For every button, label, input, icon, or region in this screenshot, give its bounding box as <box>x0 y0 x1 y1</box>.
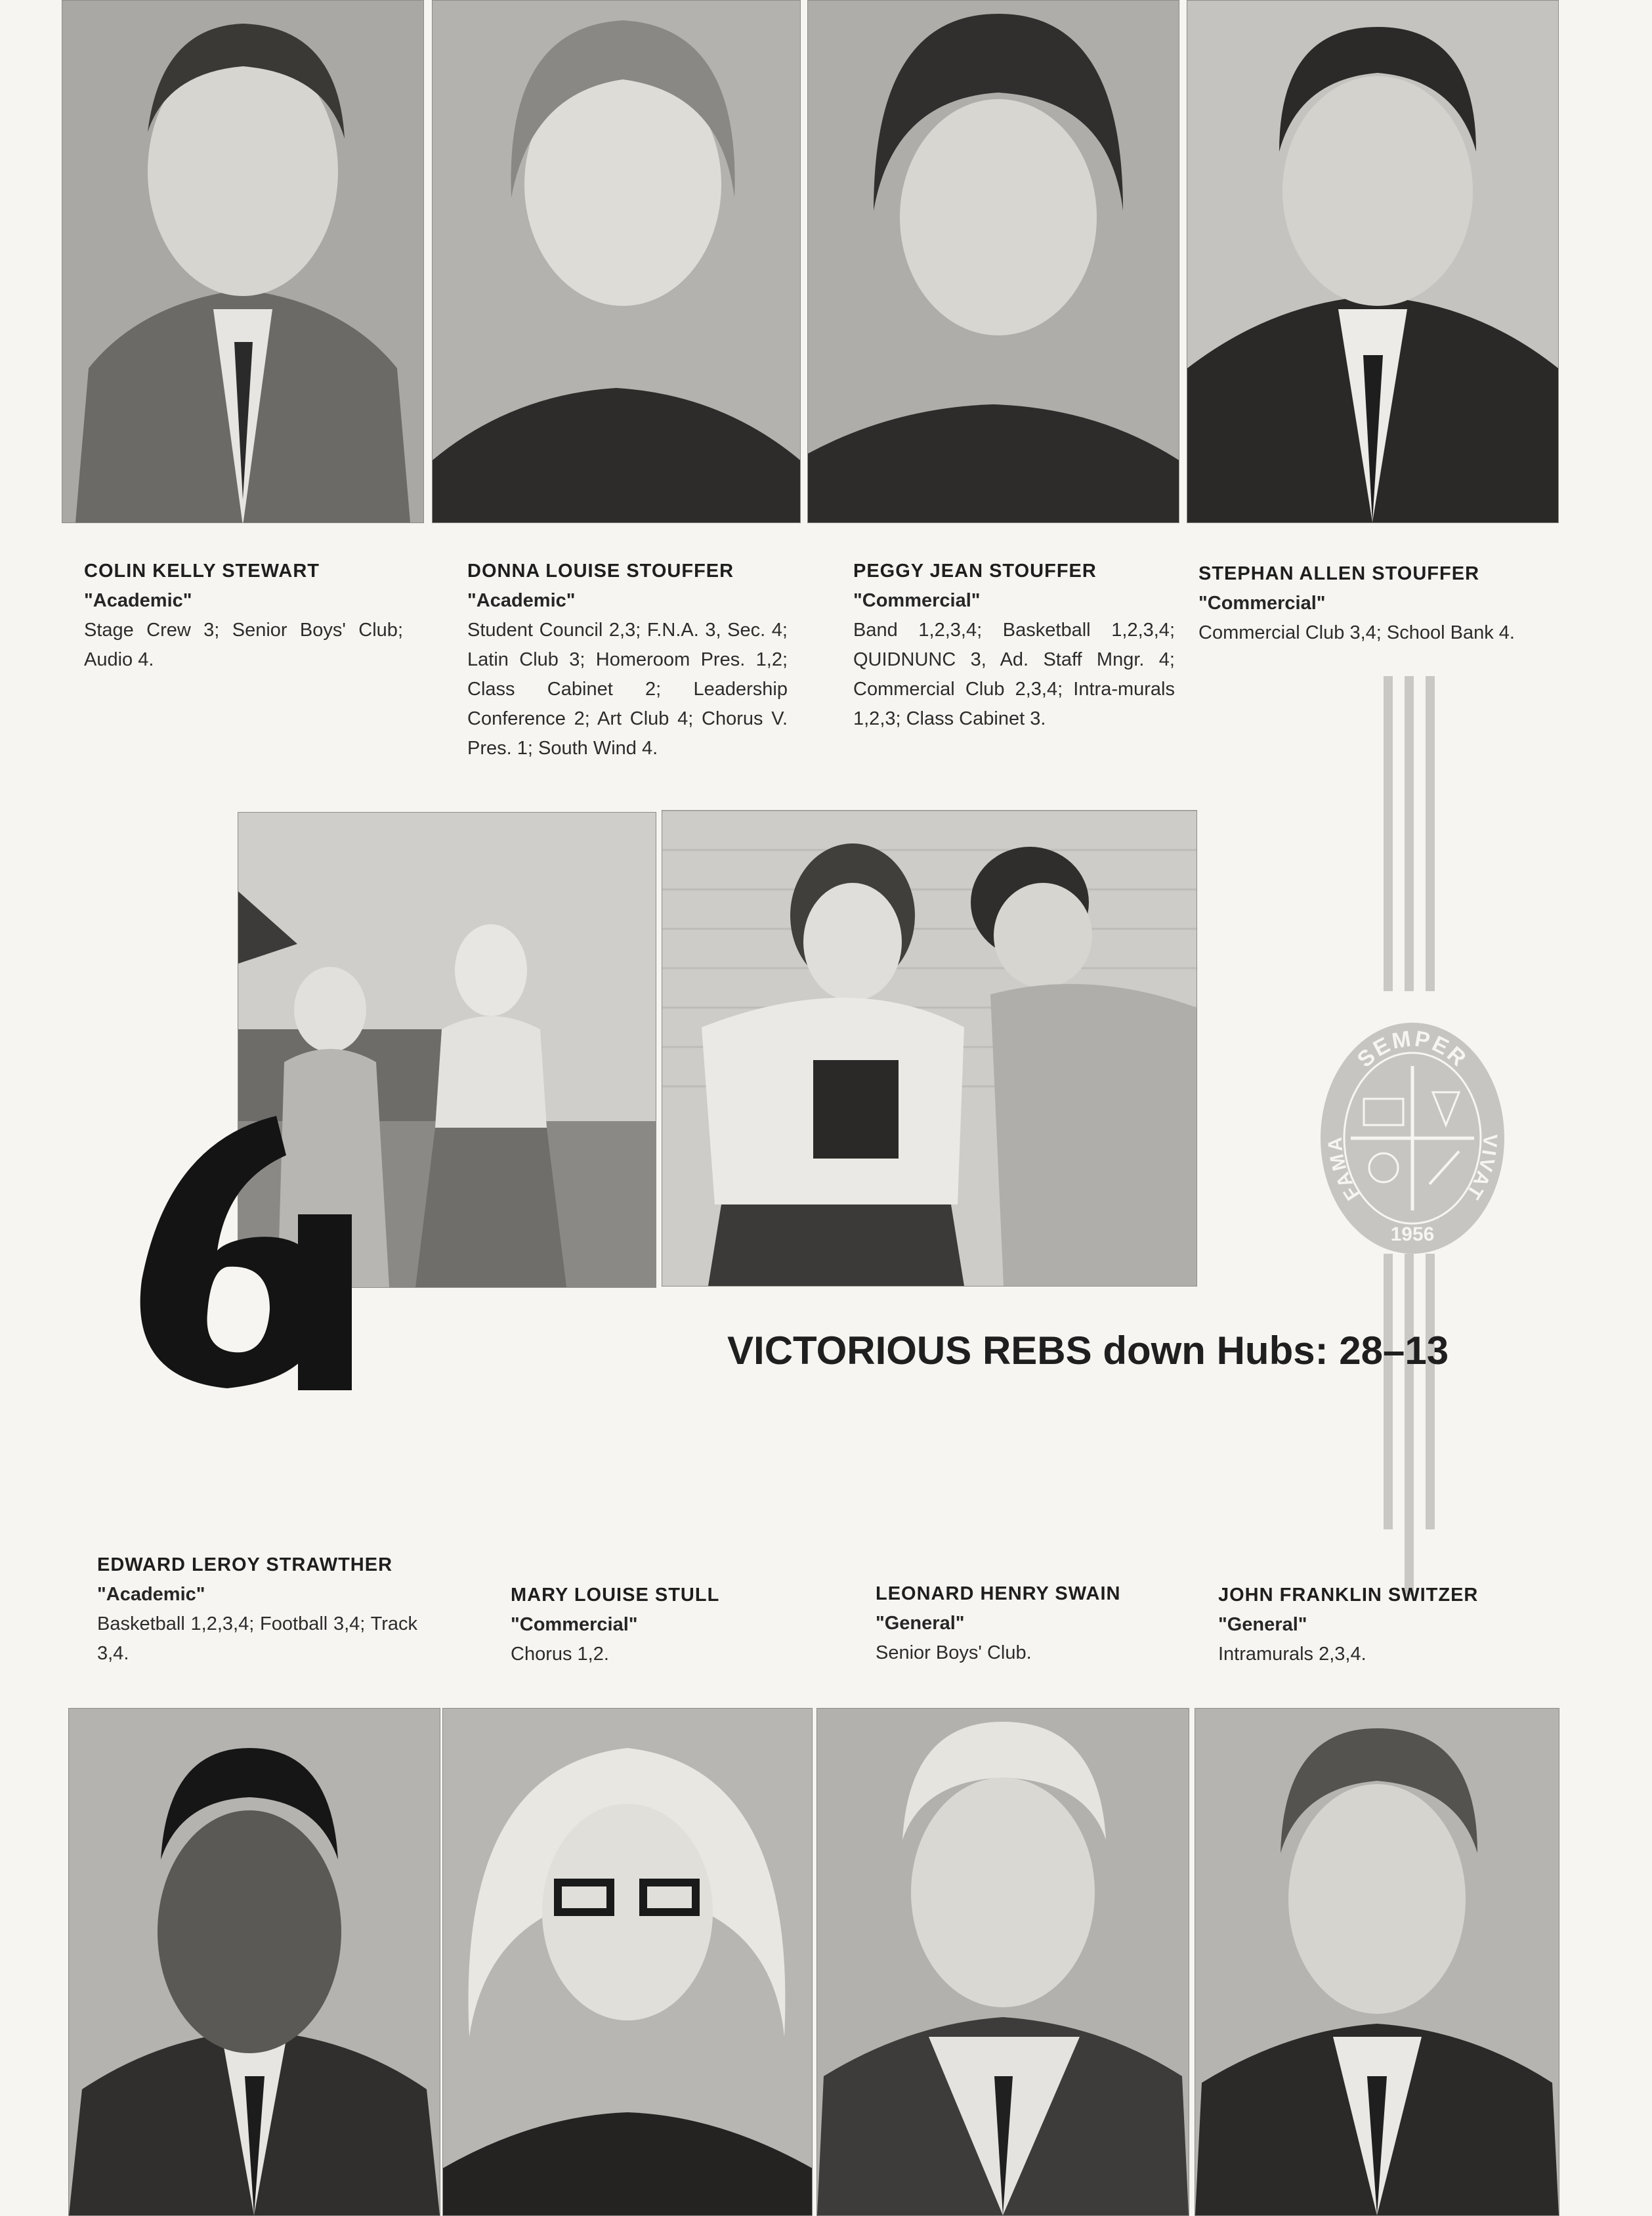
student-activities: Basketball 1,2,3,4; Football 3,4; Track 3,4. <box>97 1613 417 1664</box>
decorative-stripe <box>1384 676 1393 991</box>
student-caption <box>511 1581 799 1669</box>
decorative-stripe <box>1384 1254 1393 1529</box>
student-activities: Intramurals 2,3,4. <box>1218 1644 1366 1665</box>
student-caption <box>467 557 788 763</box>
student-name: JOHN FRANKLIN SWITZER <box>1218 1585 1479 1606</box>
seal-year: 1956 <box>1390 1224 1435 1245</box>
student-activities: Commercial Club 3,4; School Bank 4. <box>1198 622 1515 643</box>
student-name: MARY LOUISE STULL <box>511 1585 720 1606</box>
decorative-stripe <box>1426 1254 1435 1529</box>
student-activities: Senior Boys' Club. <box>876 1642 1032 1663</box>
class-year-graphic <box>129 1116 358 1392</box>
student-name: DONNA LOUISE STOUFFER <box>467 561 734 582</box>
student-name: EDWARD LEROY STRAWTHER <box>97 1554 393 1575</box>
seal-motto-left: FAMA <box>1324 1134 1365 1204</box>
student-name: COLIN KELLY STEWART <box>84 561 320 582</box>
student-name: LEONARD HENRY SWAIN <box>876 1583 1121 1604</box>
portrait-photo <box>1195 1708 1559 2216</box>
portrait-photo <box>68 1708 440 2216</box>
student-course: "Commercial" <box>1198 593 1326 614</box>
portrait-photo <box>62 0 424 523</box>
candid-photo-students-wall <box>662 810 1197 1287</box>
headline: VICTORIOUS REBS down Hubs: 28–13 <box>727 1329 1449 1373</box>
student-course: "Academic" <box>467 590 576 611</box>
decorative-stripe <box>1405 1254 1414 1595</box>
student-caption <box>1198 559 1520 648</box>
student-caption <box>876 1579 1177 1668</box>
student-caption <box>84 557 403 675</box>
student-activities: Band 1,2,3,4; Basketball 1,2,3,4; QUIDNUNC 3, Ad. Staff Mngr. 4; Commercial Club 2,3,4; Intra-murals 1,2,3; Class Cabinet 3. <box>853 620 1175 729</box>
student-caption <box>1218 1581 1527 1669</box>
student-course: "Commercial" <box>511 1614 638 1635</box>
seal-motto-top: SEMPER <box>1352 1025 1473 1073</box>
portrait-photo <box>816 1708 1189 2216</box>
student-name: STEPHAN ALLEN STOUFFER <box>1198 563 1480 584</box>
decorative-stripe <box>1405 676 1414 991</box>
student-caption <box>853 557 1175 734</box>
decorative-stripe <box>1426 676 1435 991</box>
student-course: "General" <box>1218 1614 1307 1635</box>
student-course: "General" <box>876 1613 965 1634</box>
portrait-photo <box>442 1708 813 2216</box>
school-seal <box>1318 1020 1507 1256</box>
student-activities: Chorus 1,2. <box>511 1644 609 1665</box>
student-course: "Academic" <box>84 590 192 611</box>
student-course: "Commercial" <box>853 590 981 611</box>
student-caption <box>97 1550 417 1669</box>
portrait-photo <box>432 0 801 523</box>
portrait-photo <box>807 0 1179 523</box>
student-activities: Stage Crew 3; Senior Boys' Club; Audio 4. <box>84 620 403 670</box>
portrait-photo <box>1187 0 1559 523</box>
student-activities: Student Council 2,3; F.N.A. 3, Sec. 4; Latin Club 3; Homeroom Pres. 1,2; Class Cabinet 2; Leadership Conference 2; Art Club 4; Chorus V. Pres. 1; South Wind 4. <box>467 620 788 759</box>
student-name: PEGGY JEAN STOUFFER <box>853 561 1097 582</box>
student-course: "Academic" <box>97 1584 205 1605</box>
seal-motto-right: VIVAT <box>1461 1134 1501 1204</box>
